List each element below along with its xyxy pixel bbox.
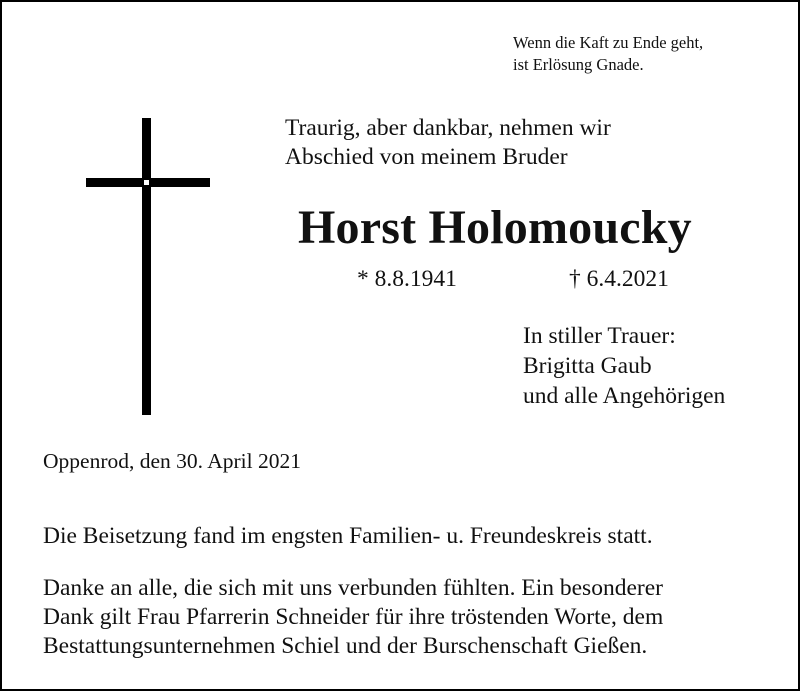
- motto: [513, 32, 703, 76]
- thanks-line: Dank gilt Frau Pfarrerin Schneider für ihre tröstenden Worte, dem: [43, 604, 664, 630]
- thanks-line: Bestattungsunternehmen Schiel und der Burschenschaft Gießen.: [43, 633, 648, 659]
- motto-line: Wenn die Kaft zu Ende geht,: [513, 33, 704, 52]
- intro-line: Traurig, aber dankbar, nehmen wir: [285, 115, 611, 141]
- thanks-paragraph: [43, 574, 663, 661]
- cross-icon: [86, 118, 210, 415]
- intro-line: Abschied von meinem Bruder: [285, 144, 568, 170]
- deceased-name: Horst Holomoucky: [298, 201, 692, 254]
- place-date: Oppenrod, den 30. April 2021: [43, 449, 301, 473]
- death-date: † 6.4.2021: [569, 266, 669, 292]
- thanks-line: Danke an alle, die sich mit uns verbunden fühlten. Ein besonderer: [43, 575, 663, 601]
- mourner-name: und alle Angehörigen: [523, 383, 726, 409]
- mourners-heading: In stiller Trauer:: [523, 323, 676, 349]
- motto-line: ist Erlösung Gnade.: [513, 55, 644, 74]
- mourners: [523, 321, 725, 411]
- funeral-note: Die Beisetzung fand im engsten Familien- u. Freundeskreis statt.: [43, 523, 653, 549]
- birth-date: * 8.8.1941: [357, 266, 457, 292]
- mourner-name: Brigitta Gaub: [523, 353, 652, 379]
- intro-text: [285, 114, 611, 172]
